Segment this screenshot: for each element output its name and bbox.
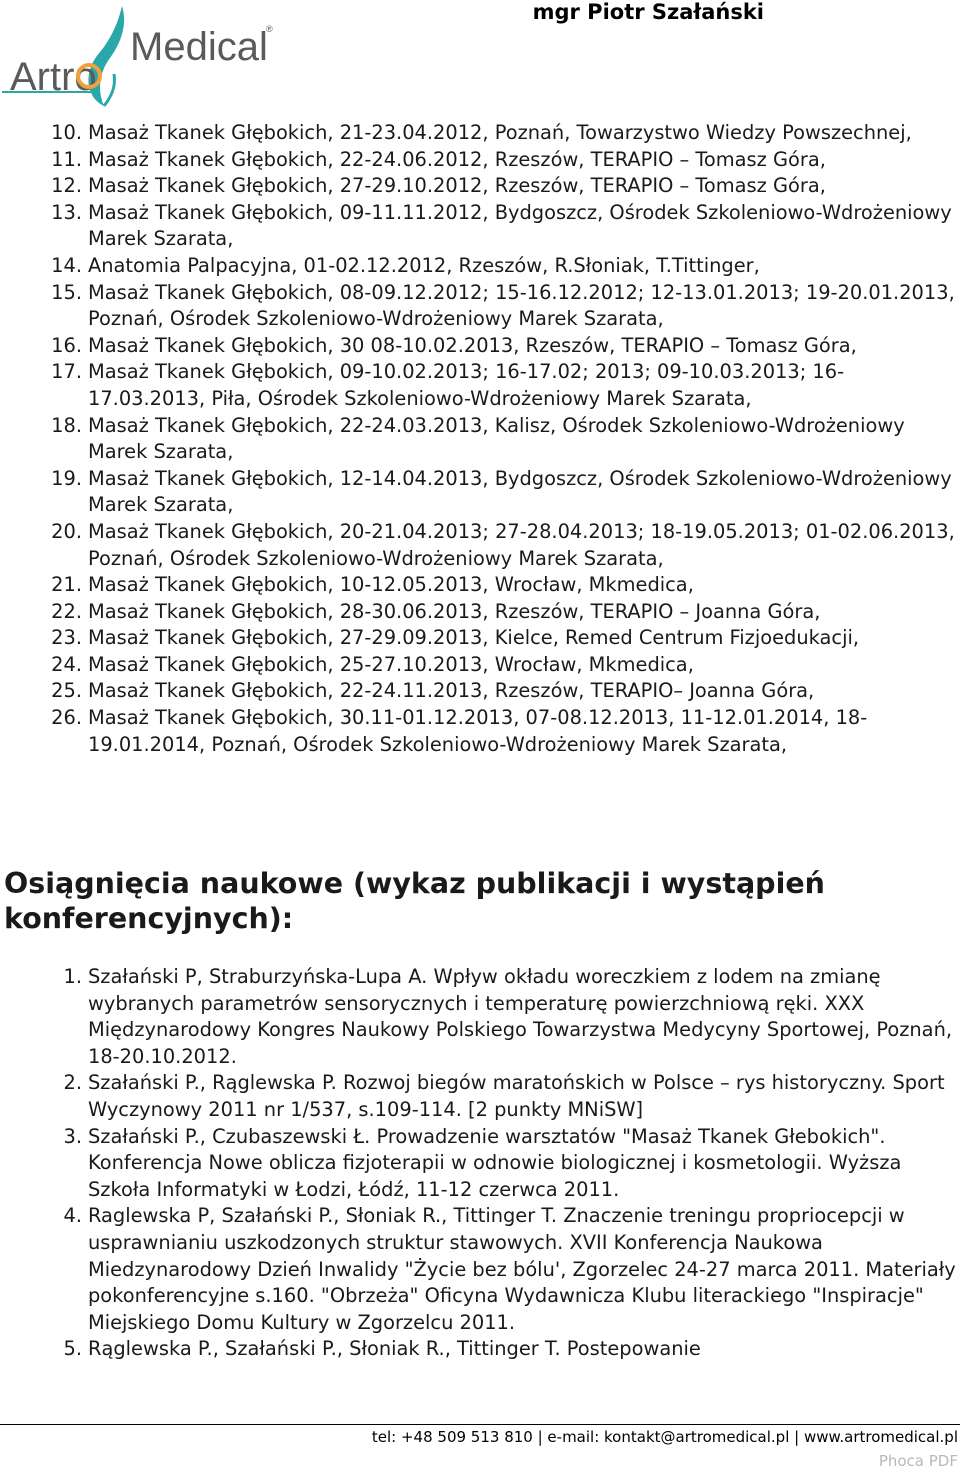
list-item-number: 20. — [51, 519, 82, 543]
footer-brand: Phoca PDF — [878, 1452, 958, 1470]
list-item-number: 2. — [63, 1071, 82, 1095]
list-item-text: Masaż Tkanek Głębokich, 12-14.04.2013, Bydgoszcz, Ośrodek Szkoleniowo-Wdrożeniowy Marek Szarata, — [88, 466, 952, 517]
list-item-number: 4. — [63, 1204, 82, 1228]
list-item-number: 26. — [51, 706, 82, 730]
list-item-text: Szałański P., Czubaszewski Ł. Prowadzenie warsztatów "Masaż Tkanek Głebokich". Konferencja Nowe oblicza fizjoterapii w odnowie biologicznej i kosmetologii. Wyższa Szkoła Informatyki w Łodzi, Łódź, 11-12 czerwca 2011. — [88, 1124, 902, 1201]
list-item-text: Raglewska P, Szałański P., Słoniak R., Tittinger T. Znaczenie treningu propriocepcji w usprawnianiu uszkodzonych struktur stawowych. XVII Konferencja Naukowa Miedzynarodowy Dzień Inwalidy "Życie bez bólu', Zgorzelec 24-27 marca 2011. Materiały pokonferencyjne s.160. "Obrzeża" Oficyna Wydawnicza Klubu literackiego "Inspiracje" Miejskiego Domu Kultury w Zgorzelcu 2011. — [88, 1204, 956, 1334]
list-item-text: Masaż Tkanek Głębokich, 22-24.11.2013, Rzeszów, TERAPIO– Joanna Góra, — [88, 679, 815, 703]
list-item-number: 13. — [51, 200, 82, 224]
list-item-number: 1. — [63, 965, 82, 988]
list-item-number: 16. — [51, 333, 82, 357]
list-item — [51, 599, 960, 626]
list-item — [63, 1124, 960, 1204]
list-item-text: Szałański P., Rąglewska P. Rozwoj biegów maratońskich w Polsce – rys historyczny. Sport Wyczynowy 2011 nr 1/537, s.109-114. [2 punkty MNiSW] — [88, 1071, 945, 1121]
list-item — [51, 280, 960, 333]
list-item-number: 19. — [51, 466, 82, 490]
list-item-number: 12. — [51, 174, 82, 198]
list-item — [51, 253, 960, 280]
list-item — [51, 519, 960, 572]
list-item — [51, 200, 960, 253]
list-item — [63, 1070, 960, 1123]
publications-heading: Osiągnięcia naukowe (wykaz publikacji i wystąpień konferencyjnych): — [4, 867, 825, 935]
list-item-text: Masaż Tkanek Głębokich, 30 08-10.02.2013, Rzeszów, TERAPIO – Tomasz Góra, — [88, 333, 857, 357]
artromedical-logo — [0, 0, 300, 118]
list-item-text: Anatomia Palpacyjna, 01-02.12.2012, Rzeszów, R.Słoniak, T.Tittinger, — [88, 253, 760, 277]
list-item-text: Masaż Tkanek Głębokich, 27-29.10.2012, Rzeszów, TERAPIO – Tomasz Góra, — [88, 174, 826, 198]
author-name: mgr Piotr Szałański — [532, 0, 764, 24]
list-item-number: 10. — [51, 121, 82, 144]
svg-text:®: ® — [266, 24, 273, 34]
list-item-text: Masaż Tkanek Głębokich, 22-24.06.2012, Rzeszów, TERAPIO – Tomasz Góra, — [88, 147, 826, 171]
list-item-number: 17. — [51, 360, 82, 384]
list-item-text: Masaż Tkanek Głębokich, 28-30.06.2013, Rzeszów, TERAPIO – Joanna Góra, — [88, 599, 821, 623]
list-item-number: 24. — [51, 652, 82, 676]
list-item-number: 18. — [51, 413, 82, 437]
list-item-number: 23. — [51, 626, 82, 650]
list-item-number: 14. — [51, 253, 82, 277]
footer-divider — [0, 1424, 960, 1425]
list-item-text: Masaż Tkanek Głębokich, 22-24.03.2013, Kalisz, Ośrodek Szkoleniowo-Wdrożeniowy Marek Szarata, — [88, 413, 905, 464]
logo-text-artro: Artro — [10, 55, 97, 99]
courses-list — [0, 120, 960, 758]
list-item — [51, 333, 960, 360]
list-item-text: Masaż Tkanek Głębokich, 30.11-01.12.2013, 07-08.12.2013, 11-12.01.2014, 18-19.01.2014, Poznań, Ośrodek Szkoleniowo-Wdrożeniowy Marek Szarata, — [88, 706, 868, 756]
list-item-text: Rąglewska P., Szałański P., Słoniak R., Tittinger T. Postepowanie — [88, 1337, 701, 1361]
list-item — [51, 466, 960, 519]
page-header — [0, 0, 960, 118]
list-item-text: Masaż Tkanek Głębokich, 10-12.05.2013, Wrocław, Mkmedica, — [88, 573, 694, 597]
list-item-number: 11. — [51, 147, 82, 171]
list-item-number: 21. — [51, 573, 82, 597]
list-item — [51, 625, 960, 652]
list-item-number: 5. — [63, 1337, 82, 1361]
list-item-text: Masaż Tkanek Głębokich, 27-29.09.2013, Kielce, Remed Centrum Fizjoedukacji, — [88, 626, 860, 650]
publications-list — [0, 964, 960, 1363]
list-item-number: 22. — [51, 599, 82, 623]
list-item — [63, 1336, 960, 1363]
logo-text-medical: Medical — [130, 25, 268, 69]
list-item-text: Masaż Tkanek Głębokich, 20-21.04.2013; 27-28.04.2013; 18-19.05.2013; 01-02.06.2013, Poznań, Ośrodek Szkoleniowo-Wdrożeniowy Marek Szarata, — [88, 519, 955, 570]
list-item-number: 15. — [51, 280, 82, 304]
list-item — [51, 173, 960, 200]
list-item-text: Masaż Tkanek Głębokich, 09-10.02.2013; 16-17.02; 2013; 09-10.03.2013; 16-17.03.2013, Piła, Ośrodek Szkoleniowo-Wdrożeniowy Marek Szarata, — [88, 360, 845, 410]
list-item — [63, 1203, 960, 1336]
list-item-number: 3. — [63, 1124, 82, 1148]
list-item — [51, 359, 960, 412]
list-item-text: Masaż Tkanek Głębokich, 08-09.12.2012; 15-16.12.2012; 12-13.01.2013; 19-20.01.2013, Poznań, Ośrodek Szkoleniowo-Wdrożeniowy Marek Szarata, — [88, 280, 955, 331]
list-item-text: Masaż Tkanek Głębokich, 21-23.04.2012, Poznań, Towarzystwo Wiedzy Powszechnej, — [88, 121, 912, 144]
list-item — [63, 964, 960, 1070]
list-item — [51, 572, 960, 599]
list-item-text: Masaż Tkanek Głębokich, 09-11.11.2012, Bydgoszcz, Ośrodek Szkoleniowo-Wdrożeniowy Marek Szarata, — [88, 200, 952, 251]
list-item — [51, 413, 960, 466]
list-item-text: Szałański P, Straburzyńska-Lupa A. Wpływ okładu woreczkiem z lodem na zmianę wybranych parametrów sensorycznych i temperaturę powierzchniową ręki. XXX Międzynarodowy Kongres Naukowy Polskiego Towarzystwa Medycyny Sportowej, Poznań, 18-20.10.2012. — [88, 965, 953, 1068]
list-item-text: Masaż Tkanek Głębokich, 25-27.10.2013, Wrocław, Mkmedica, — [88, 652, 694, 676]
list-item — [51, 705, 960, 758]
list-item — [51, 147, 960, 174]
list-item — [51, 678, 960, 705]
list-item — [51, 120, 960, 147]
footer-contact: tel: +48 509 513 810 | e-mail: kontakt@artromedical.pl | www.artromedical.pl — [371, 1428, 958, 1446]
list-item-number: 25. — [51, 679, 82, 703]
list-item — [51, 652, 960, 679]
